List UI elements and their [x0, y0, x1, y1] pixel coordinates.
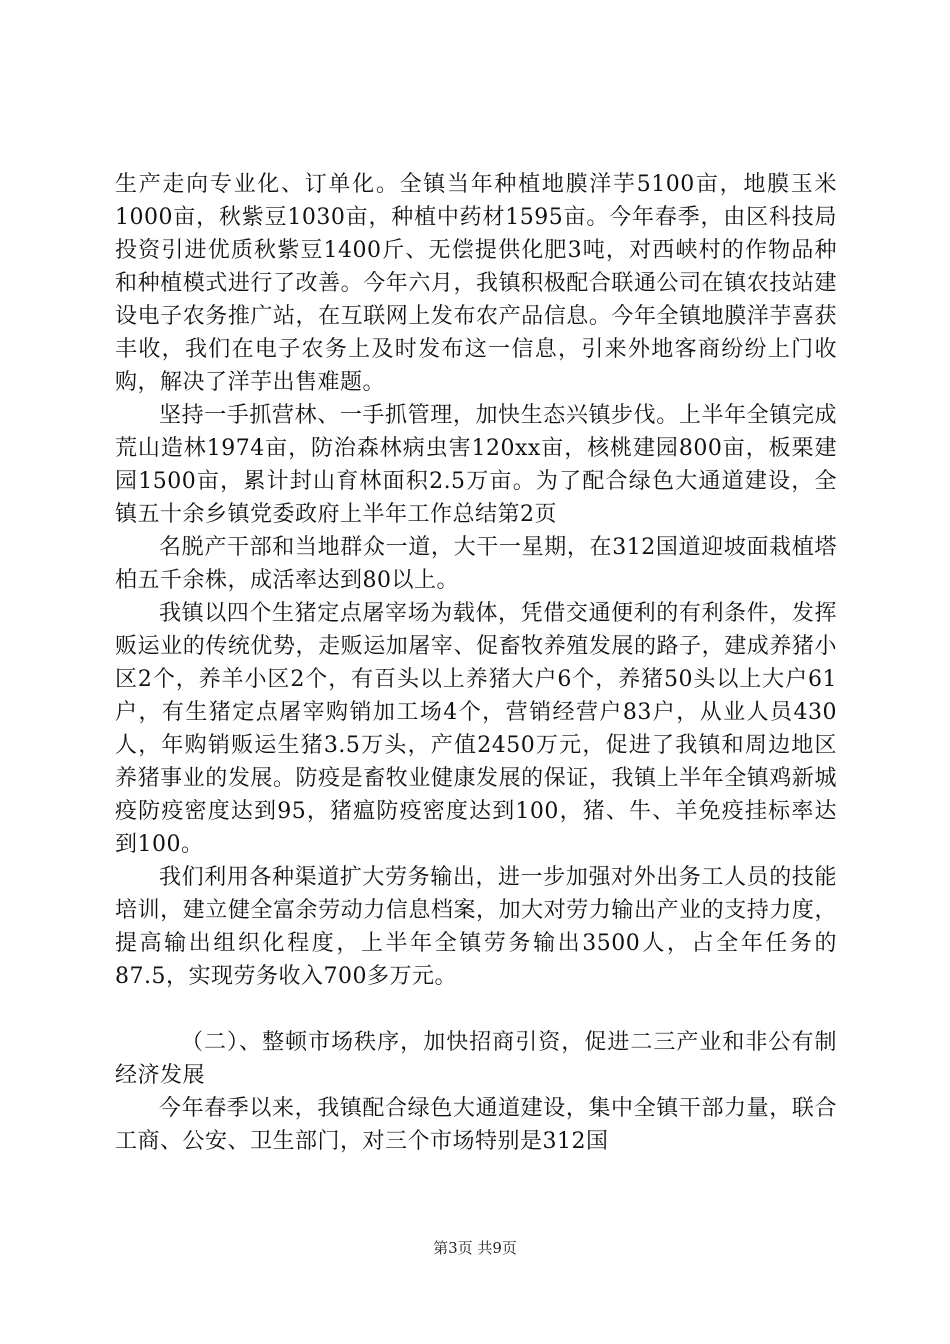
document-body — [115, 168, 837, 1158]
paragraph-2: 坚持一手抓营林、一手抓管理，加快生态兴镇步伐。上半年全镇完成荒山造林1974亩，防治森林病虫害120xx亩，核桃建园800亩，板栗建园1500亩，累计封山育林面积2.5万亩。为了配合绿色大通道建设，全镇五十余乡镇党委政府上半年工作总结第2页 — [115, 403, 837, 527]
paragraph-3: 名脱产干部和当地群众一道，大干一星期，在312国道迎坡面栽植塔柏五千余株，成活率达到80以上。 — [115, 535, 837, 593]
paragraph-4: 我镇以四个生猪定点屠宰场为载体，凭借交通便利的有利条件，发挥贩运业的传统优势，走贩运加屠宰、促畜牧养殖发展的路子，建成养猪小区2个，养羊小区2个，有百头以上养猪大户6个，养猪50头以上大户61户，有生猪定点屠宰购销加工场4个，营销经营户83户，从业人员430人，年购销贩运生猪3.5万头，产值2450万元，促进了我镇和周边地区养猪事业的发展。防疫是畜牧业健康发展的保证，我镇上半年全镇鸡新城疫防疫密度达到95，猪瘟防疫密度达到100，猪、牛、羊免疫挂标率达到100。 — [115, 601, 837, 857]
page-footer: 第3页 共9页 — [433, 1239, 517, 1257]
paragraph-6: 今年春季以来，我镇配合绿色大通道建设，集中全镇干部力量，联合工商、公安、卫生部门，对三个市场特别是312国 — [115, 1096, 837, 1154]
paragraph-1: 生产走向专业化、订单化。全镇当年种植地膜洋芋5100亩，地膜玉米1000亩，秋紫豆1030亩，种植中药材1595亩。今年春季，由区科技局投资引进优质秋紫豆1400斤、无偿提供化肥3吨，对西峡村的作物品种和种植模式进行了改善。今年六月，我镇积极配合联通公司在镇农技站建设电子农务推广站，在互联网上发布农产品信息。今年全镇地膜洋芋喜获丰收，我们在电子农务上及时发布这一信息，引来外地客商纷纷上门收购，解决了洋芋出售难题。 — [115, 172, 837, 395]
paragraph-5: 我们利用各种渠道扩大劳务输出，进一步加强对外出务工人员的技能培训，建立健全富余劳动力信息档案，加大对劳力输出产业的支持力度，提高输出组织化程度，上半年全镇劳务输出3500人，占全年任务的87.5，实现劳务收入700多万元。 — [115, 865, 837, 989]
section-heading: （二）、整顿市场秩序，加快招商引资，促进二三产业和非公有制经济发展 — [115, 1030, 837, 1088]
